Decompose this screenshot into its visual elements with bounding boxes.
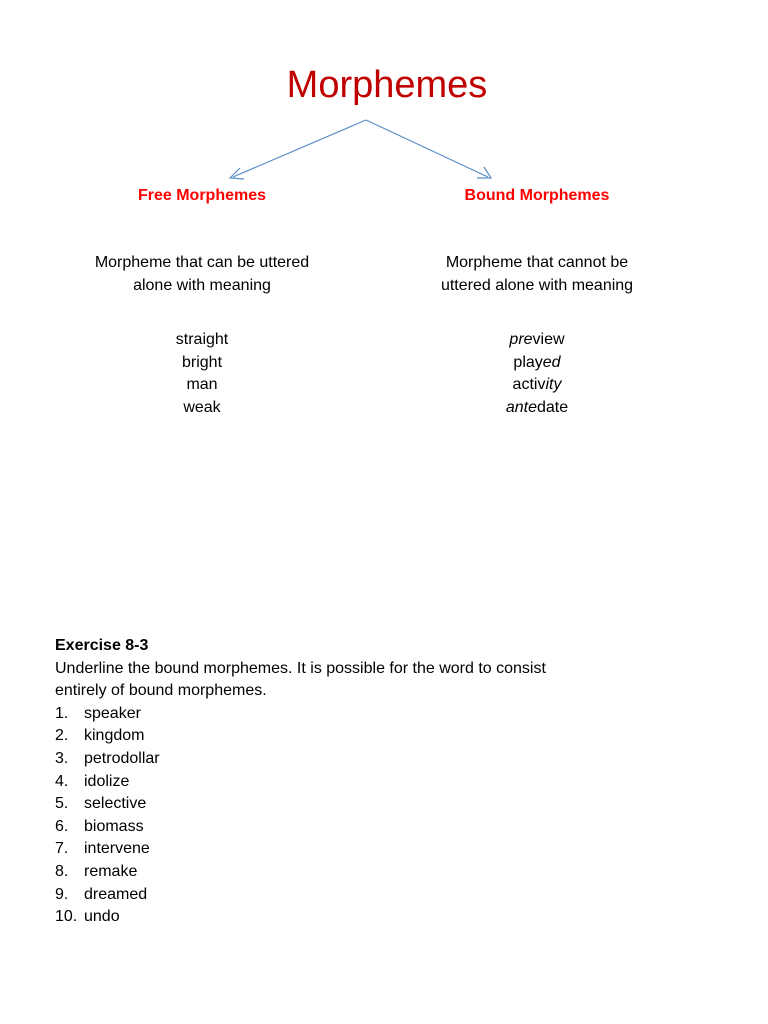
free-example: man [186, 376, 218, 393]
item-word: idolize [84, 772, 130, 790]
bound-morpheme-part: pre [509, 331, 533, 348]
arrow-to-bound [366, 120, 488, 177]
exercise-section [55, 635, 735, 929]
list-item [55, 793, 735, 816]
item-number: 6. [55, 817, 69, 835]
free-example: bright [181, 353, 223, 371]
bound-examples-list [405, 329, 669, 419]
free-examples-list [70, 329, 334, 419]
exercise-instruction-line-1: Underline the bound morphemes. It is possible for the word to consist [55, 659, 546, 677]
item-word: intervene [84, 840, 150, 858]
item-number: 2. [55, 727, 69, 745]
item-word: selective [84, 795, 147, 813]
list-item [55, 816, 735, 839]
item-number: 9. [55, 885, 69, 903]
bound-example [405, 329, 669, 352]
page-title: Morphemes [286, 64, 488, 106]
list-item [55, 861, 735, 884]
base-part: date [537, 398, 569, 416]
free-example: weak [183, 398, 221, 416]
bound-morpheme-part: ed [542, 353, 561, 371]
item-number: 10. [55, 908, 78, 926]
bound-morphemes-heading: Bound Morphemes [464, 187, 610, 204]
bound-morphemes-definition [405, 252, 669, 297]
bound-definition-line-1: Morpheme that cannot be [445, 254, 629, 271]
item-word: remake [84, 862, 138, 880]
bound-definition-line-2: uttered alone with meaning [440, 276, 634, 294]
exercise-word-list [55, 703, 735, 929]
list-item [55, 838, 735, 861]
free-definition-line-2: alone with meaning [133, 276, 271, 294]
item-word: kingdom [84, 727, 145, 745]
arrow-to-free [233, 120, 366, 177]
list-item [55, 725, 735, 748]
free-definition-line-1: Morpheme that can be uttered [94, 254, 310, 271]
item-word: biomass [84, 817, 144, 835]
bound-example [405, 397, 669, 420]
item-number: 8. [55, 862, 69, 880]
list-item [55, 906, 735, 929]
bound-morpheme-part: ante [505, 398, 537, 416]
base-part: activ [512, 376, 546, 393]
exercise-instruction-line-2: entirely of bound morphemes. [55, 682, 267, 700]
item-number: 4. [55, 772, 69, 790]
item-word: speaker [84, 704, 141, 722]
free-example: straight [175, 331, 229, 348]
item-word: dreamed [84, 885, 148, 903]
base-part: view [532, 331, 565, 348]
free-morphemes-definition [70, 252, 334, 297]
bound-example [405, 352, 669, 375]
item-number: 7. [55, 840, 69, 858]
item-word: petrodollar [84, 749, 160, 767]
list-item [55, 703, 735, 726]
bound-morpheme-part: ity [545, 376, 562, 393]
list-item [55, 771, 735, 794]
item-number: 5. [55, 795, 69, 813]
item-number: 1. [55, 704, 69, 722]
item-word: undo [84, 908, 120, 926]
item-number: 3. [55, 749, 69, 767]
list-item [55, 884, 735, 907]
free-morphemes-heading: Free Morphemes [137, 187, 267, 204]
exercise-title: Exercise 8-3 [55, 637, 149, 654]
list-item [55, 748, 735, 771]
bound-example [405, 374, 669, 397]
base-part: play [513, 353, 543, 371]
